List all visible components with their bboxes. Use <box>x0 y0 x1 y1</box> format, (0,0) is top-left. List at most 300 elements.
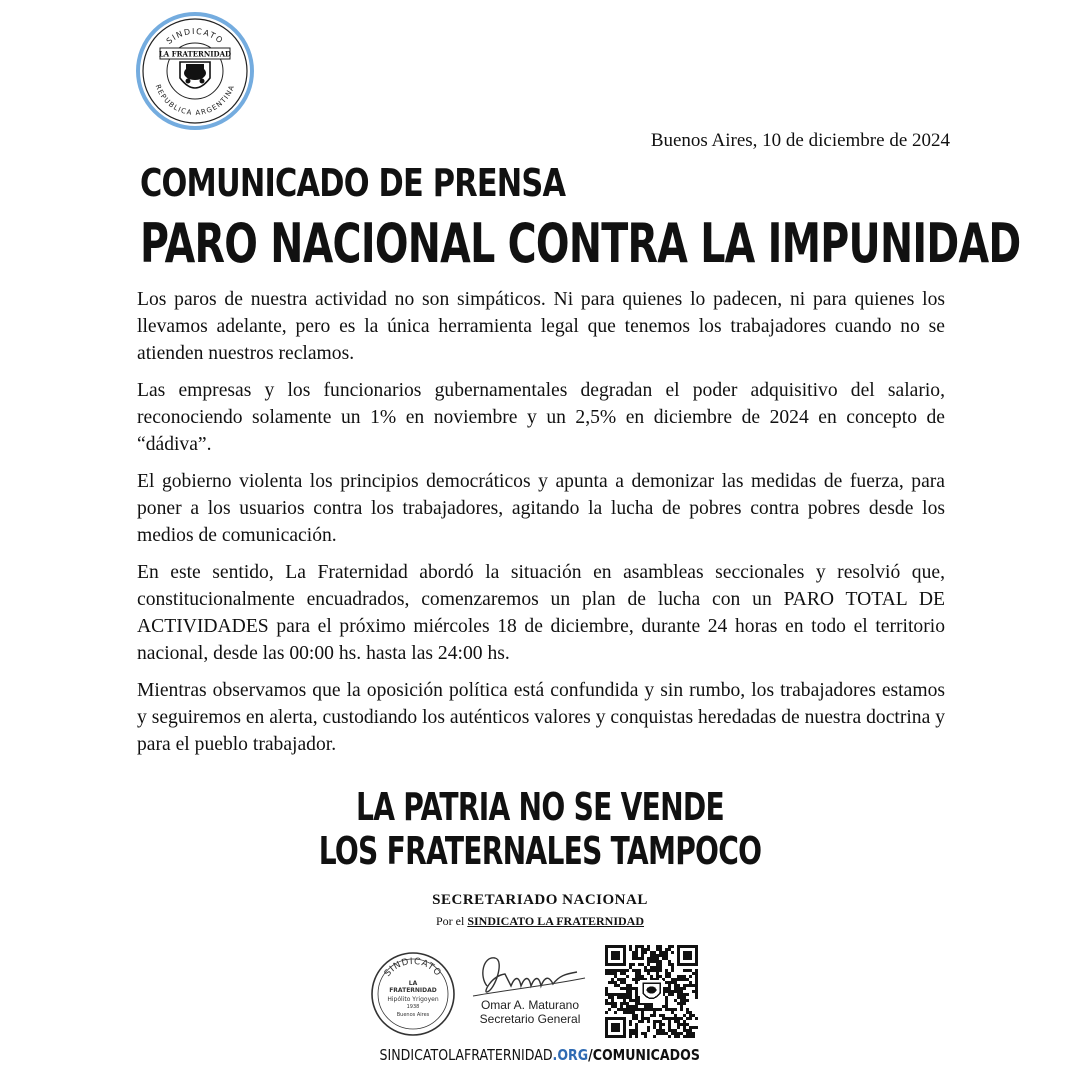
qr-module <box>620 1005 623 1008</box>
qr-module <box>683 1014 686 1017</box>
qr-module <box>686 978 689 981</box>
qr-module <box>635 1017 638 1020</box>
qr-module <box>626 1011 629 1014</box>
qr-module <box>659 954 662 957</box>
signoff-prefix: Por el <box>435 914 465 928</box>
qr-module <box>632 987 635 990</box>
qr-module <box>614 981 617 984</box>
qr-module <box>665 996 668 999</box>
qr-module <box>656 1020 659 1023</box>
qr-module <box>665 981 668 984</box>
qr-module <box>614 984 617 987</box>
qr-module <box>692 1035 695 1038</box>
url-tld: .ORG <box>552 1046 589 1064</box>
qr-module <box>677 1035 680 1038</box>
qr-module <box>653 1008 656 1011</box>
qr-module <box>695 969 698 972</box>
qr-module <box>626 969 629 972</box>
qr-module <box>635 987 638 990</box>
qr-module <box>683 1020 686 1023</box>
qr-module <box>635 999 638 1002</box>
qr-module <box>659 1032 662 1035</box>
qr-module <box>668 1008 671 1011</box>
qr-module <box>659 948 662 951</box>
qr-module <box>674 1032 677 1035</box>
svg-text:SINDICATO <box>383 957 443 979</box>
qr-module <box>623 1008 626 1011</box>
qr-module <box>647 1020 650 1023</box>
qr-module <box>674 987 677 990</box>
qr-module <box>656 972 659 975</box>
qr-module <box>668 963 671 966</box>
qr-module <box>659 975 662 978</box>
qr-module <box>656 975 659 978</box>
qr-module <box>647 969 650 972</box>
qr-module <box>656 960 659 963</box>
qr-module <box>668 1035 671 1038</box>
qr-module <box>641 1020 644 1023</box>
qr-module <box>620 987 623 990</box>
qr-module <box>608 972 611 975</box>
qr-module <box>611 981 614 984</box>
qr-module <box>623 1011 626 1014</box>
qr-module <box>635 996 638 999</box>
qr-module <box>629 1023 632 1026</box>
qr-module <box>677 1017 680 1020</box>
qr-module <box>635 1008 638 1011</box>
qr-module <box>626 1005 629 1008</box>
qr-module <box>626 984 629 987</box>
qr-module <box>656 954 659 957</box>
qr-module <box>623 993 626 996</box>
qr-module <box>623 996 626 999</box>
qr-module <box>632 969 635 972</box>
qr-module <box>653 966 656 969</box>
stamp-top-text: SINDICATO <box>382 956 444 979</box>
qr-module <box>623 978 626 981</box>
qr-module <box>671 978 674 981</box>
qr-module <box>692 1014 695 1017</box>
paragraph: El gobierno violenta los principios democráticos y apunta a demonizar las medidas de fuerza, para poner a los usuarios contra los trabajadores, agitando la lucha de pobres contra pobres desde los medios de comunicación. <box>137 471 945 546</box>
qr-module <box>692 1026 695 1029</box>
qr-module <box>623 987 626 990</box>
qr-module <box>659 1014 662 1017</box>
qr-module <box>626 1002 629 1005</box>
qr-module <box>647 1017 650 1020</box>
url-domain: SINDICATOLAFRATERNIDAD <box>379 1046 553 1064</box>
qr-module <box>680 993 683 996</box>
qr-module <box>656 1029 659 1032</box>
document-type-heading: COMUNICADO DE PRENSA <box>140 161 566 205</box>
qr-module <box>626 975 629 978</box>
qr-module <box>641 948 644 951</box>
qr-module <box>668 981 671 984</box>
qr-module <box>659 963 662 966</box>
qr-module <box>638 972 641 975</box>
qr-module <box>614 972 617 975</box>
qr-module <box>692 972 695 975</box>
qr-module <box>656 963 659 966</box>
qr-module <box>653 1020 656 1023</box>
qr-module <box>641 1014 644 1017</box>
slogan-line-2: LOS FRATERNALES TAMPOCO <box>318 829 762 873</box>
qr-module <box>629 1029 632 1032</box>
signatory-name: Omar A. Maturano <box>480 998 580 1012</box>
qr-module <box>665 987 668 990</box>
qr-module <box>686 1023 689 1026</box>
qr-module <box>611 993 614 996</box>
qr-module <box>671 981 674 984</box>
qr-module <box>695 972 698 975</box>
qr-module <box>608 1002 611 1005</box>
qr-module <box>668 975 671 978</box>
qr-module <box>641 1011 644 1014</box>
qr-module <box>680 990 683 993</box>
qr-module <box>668 1020 671 1023</box>
qr-module <box>650 960 653 963</box>
qr-module <box>653 1026 656 1029</box>
qr-module <box>647 1026 650 1029</box>
qr-module <box>620 1002 623 1005</box>
qr-module <box>635 1029 638 1032</box>
body-text <box>137 286 945 768</box>
qr-module <box>659 1023 662 1026</box>
qr-module <box>671 963 674 966</box>
qr-module <box>611 996 614 999</box>
stamp-line-1: LA <box>408 980 418 987</box>
qr-module <box>611 1002 614 1005</box>
qr-module <box>635 957 638 960</box>
qr-module <box>683 999 686 1002</box>
qr-module <box>656 1008 659 1011</box>
qr-module <box>662 951 665 954</box>
qr-module <box>686 1029 689 1032</box>
qr-module <box>671 966 674 969</box>
qr-module <box>665 948 668 951</box>
qr-module <box>656 957 659 960</box>
paragraph: Mientras observamos que la oposición política está confundida y sin rumbo, los trabajadores estamos y seguiremos en alerta, custodiando los auténticos valores y conquistas heredadas de nuestra doctrina y para el pueblo trabajador. <box>137 680 945 755</box>
qr-module <box>677 987 680 990</box>
qr-module <box>623 972 626 975</box>
qr-module <box>671 990 674 993</box>
qr-module <box>695 996 698 999</box>
qr-module <box>677 978 680 981</box>
qr-module <box>668 987 671 990</box>
qr-module <box>647 948 650 951</box>
qr-module <box>659 969 662 972</box>
stamp-line-2: FRATERNIDAD <box>389 987 437 994</box>
qr-module <box>695 1017 698 1020</box>
stamp-line-4: 1938 <box>406 1004 420 1010</box>
qr-module <box>632 999 635 1002</box>
qr-module <box>635 969 638 972</box>
signoff-org: SINDICATO LA FRATERNIDAD <box>467 914 645 928</box>
qr-module <box>629 1032 632 1035</box>
qr-module <box>629 990 632 993</box>
slogan-line-1: LA PATRIA NO SE VENDE <box>356 785 724 829</box>
qr-module <box>653 969 656 972</box>
qr-module <box>671 1011 674 1014</box>
qr-module <box>644 966 647 969</box>
qr-module <box>674 1035 677 1038</box>
qr-module <box>635 990 638 993</box>
qr-module <box>605 1011 608 1014</box>
qr-module <box>632 1029 635 1032</box>
qr-module <box>686 1011 689 1014</box>
qr-module <box>659 1008 662 1011</box>
qr-module <box>647 1029 650 1032</box>
qr-module <box>680 1008 683 1011</box>
qr-module <box>680 996 683 999</box>
qr-module <box>605 969 608 972</box>
qr-module <box>668 984 671 987</box>
qr-module <box>686 1008 689 1011</box>
qr-module <box>662 1032 665 1035</box>
qr-module <box>635 1023 638 1026</box>
qr-module <box>662 1029 665 1032</box>
qr-module <box>635 1035 638 1038</box>
document-title: PARO NACIONAL CONTRA LA IMPUNIDAD <box>140 212 1021 275</box>
qr-module <box>689 1017 692 1020</box>
qr-module <box>638 969 641 972</box>
document-date: Buenos Aires, 10 de diciembre de 2024 <box>650 130 950 151</box>
qr-module <box>623 999 626 1002</box>
qr-module <box>656 945 659 948</box>
qr-module <box>665 1008 668 1011</box>
signoff-subtitle <box>0 914 1080 929</box>
qr-module <box>689 1029 692 1032</box>
qr-module <box>605 987 608 990</box>
qr-module <box>686 984 689 987</box>
qr-module <box>650 966 653 969</box>
qr-module <box>674 1017 677 1020</box>
logo-bottom-text: REPUBLICA ARGENTINA <box>153 83 237 118</box>
qr-module <box>668 1029 671 1032</box>
qr-module <box>632 978 635 981</box>
qr-module <box>644 948 647 951</box>
qr-module <box>635 1032 638 1035</box>
qr-module <box>650 957 653 960</box>
qr-module <box>668 972 671 975</box>
qr-module <box>653 954 656 957</box>
qr-module <box>653 1023 656 1026</box>
qr-module <box>683 1002 686 1005</box>
logo-top-text: SINDICATO <box>164 26 226 46</box>
qr-module <box>629 999 632 1002</box>
qr-module <box>641 1032 644 1035</box>
qr-module <box>671 945 674 948</box>
qr-module <box>641 951 644 954</box>
qr-module <box>620 996 623 999</box>
qr-module <box>626 993 629 996</box>
qr-module <box>665 972 668 975</box>
qr-module <box>632 963 635 966</box>
qr-module <box>677 1023 680 1026</box>
qr-module <box>680 987 683 990</box>
qr-module <box>635 1014 638 1017</box>
qr-module <box>653 1035 656 1038</box>
qr-module <box>629 966 632 969</box>
qr-module <box>611 999 614 1002</box>
qr-module <box>662 1014 665 1017</box>
qr-module <box>644 1032 647 1035</box>
qr-module <box>683 1029 686 1032</box>
qr-module <box>665 990 668 993</box>
qr-module <box>620 1008 623 1011</box>
qr-module <box>614 975 617 978</box>
qr-module <box>659 1020 662 1023</box>
qr-module <box>665 1017 668 1020</box>
qr-module <box>647 957 650 960</box>
qr-module <box>674 1020 677 1023</box>
qr-module <box>620 993 623 996</box>
qr-module <box>680 1023 683 1026</box>
qr-module <box>605 993 608 996</box>
qr-module <box>617 993 620 996</box>
qr-module <box>695 987 698 990</box>
qr-module <box>689 1011 692 1014</box>
qr-module <box>629 993 632 996</box>
qr-module <box>674 978 677 981</box>
qr-module <box>629 1008 632 1011</box>
qr-module <box>644 951 647 954</box>
qr-module <box>671 1017 674 1020</box>
qr-module <box>620 972 623 975</box>
qr-module <box>629 963 632 966</box>
qr-module <box>677 993 680 996</box>
qr-module <box>647 945 650 948</box>
qr-module <box>632 1014 635 1017</box>
qr-module <box>692 990 695 993</box>
qr-module <box>614 969 617 972</box>
qr-module <box>674 990 677 993</box>
qr-module <box>653 1014 656 1017</box>
qr-module <box>659 951 662 954</box>
qr-module <box>614 1005 617 1008</box>
qr-module <box>671 969 674 972</box>
qr-module <box>638 963 641 966</box>
qr-module <box>677 1020 680 1023</box>
qr-module <box>638 1008 641 1011</box>
paragraph: Los paros de nuestra actividad no son simpáticos. Ni para quienes lo padecen, ni para quienes los llevamos adelante, pero es la única herramienta legal que tenemos los trabajadores cuando no se atienden nuestros reclamos. <box>137 289 945 364</box>
qr-module <box>680 1017 683 1020</box>
qr-module <box>635 954 638 957</box>
qr-module <box>695 984 698 987</box>
qr-module <box>665 1032 668 1035</box>
qr-module <box>641 957 644 960</box>
qr-module <box>608 993 611 996</box>
qr-module <box>644 969 647 972</box>
qr-module <box>665 951 668 954</box>
qr-module <box>662 957 665 960</box>
url-path: /COMUNICADOS <box>588 1046 701 1064</box>
qr-module <box>665 969 668 972</box>
qr-module <box>668 1017 671 1020</box>
logo-band-text: LA FRATERNIDAD <box>158 49 232 59</box>
qr-module <box>665 1002 668 1005</box>
qr-module <box>605 999 608 1002</box>
qr-module <box>680 1032 683 1035</box>
qr-module <box>629 1020 632 1023</box>
qr-module <box>659 1026 662 1029</box>
qr-module <box>677 990 680 993</box>
qr-module <box>620 981 623 984</box>
qr-module <box>650 951 653 954</box>
qr-module <box>695 975 698 978</box>
qr-module <box>641 1008 644 1011</box>
qr-module <box>653 957 656 960</box>
qr-module <box>668 990 671 993</box>
qr-module <box>665 954 668 957</box>
qr-module <box>617 996 620 999</box>
qr-module <box>695 990 698 993</box>
qr-module <box>605 972 608 975</box>
qr-module <box>632 1017 635 1020</box>
qr-module <box>617 984 620 987</box>
qr-module <box>641 975 644 978</box>
qr-module <box>686 1032 689 1035</box>
qr-module <box>632 951 635 954</box>
qr-module <box>689 984 692 987</box>
qr-module <box>659 960 662 963</box>
qr-module <box>641 945 644 948</box>
qr-module <box>674 1008 677 1011</box>
qr-module <box>683 1023 686 1026</box>
qr-module <box>686 969 689 972</box>
qr-module <box>659 1029 662 1032</box>
qr-module <box>611 972 614 975</box>
qr-module <box>665 975 668 978</box>
qr-module <box>683 1026 686 1029</box>
qr-module <box>638 975 641 978</box>
signatory-role: Secretario General <box>479 1012 581 1026</box>
qr-module <box>683 969 686 972</box>
website-link[interactable] <box>0 1046 1080 1064</box>
qr-module <box>656 969 659 972</box>
qr-module <box>611 1005 614 1008</box>
qr-module <box>692 1032 695 1035</box>
qr-module <box>668 960 671 963</box>
qr-module <box>683 987 686 990</box>
qr-module <box>695 993 698 996</box>
qr-module <box>632 1005 635 1008</box>
qr-module <box>626 1008 629 1011</box>
qr-module <box>677 1032 680 1035</box>
qr-module <box>692 984 695 987</box>
qr-module <box>662 1023 665 1026</box>
qr-module <box>695 1026 698 1029</box>
qr-module <box>629 1005 632 1008</box>
qr-module <box>668 945 671 948</box>
qr-module <box>635 945 638 948</box>
qr-module <box>647 972 650 975</box>
qr-module <box>674 999 677 1002</box>
qr-module <box>683 978 686 981</box>
qr-module <box>668 1026 671 1029</box>
qr-module <box>662 1017 665 1020</box>
qr-code[interactable] <box>604 944 699 1039</box>
qr-module <box>686 1035 689 1038</box>
qr-module <box>677 975 680 978</box>
qr-module <box>683 996 686 999</box>
qr-module <box>641 1017 644 1020</box>
qr-module <box>614 1011 617 1014</box>
qr-module <box>644 1005 647 1008</box>
qr-module <box>686 1017 689 1020</box>
qr-module <box>659 966 662 969</box>
qr-module <box>623 969 626 972</box>
qr-module <box>680 1005 683 1008</box>
